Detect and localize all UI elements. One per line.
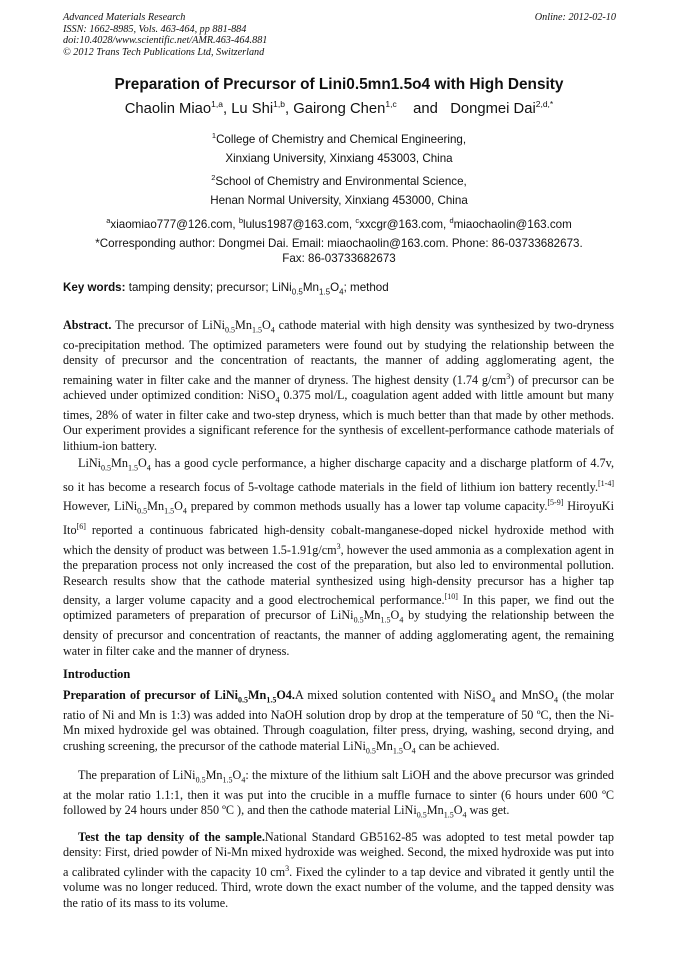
subscript: 0.5 bbox=[101, 463, 112, 473]
text: A mixed solution contented with NiSO bbox=[294, 688, 492, 702]
email-address: xxcgr@163.com, bbox=[359, 217, 450, 231]
citation: [1-4] bbox=[598, 478, 614, 488]
text: O bbox=[390, 608, 400, 623]
email-superscript: b bbox=[238, 216, 243, 225]
text: reported a continuous fabricated high-density cobalt-manganese-doped nickel hydroxide method with which the density of product was between 1.5-1.91g/cm bbox=[63, 523, 614, 557]
subscript: 1.5 bbox=[164, 506, 175, 516]
abstract-paragraph-2 bbox=[63, 456, 614, 659]
author-list bbox=[30, 99, 648, 117]
text: has a good cycle performance, a higher discharge capacity and a discharge platform of 4.7v, so it has become a research focus of 5-voltage cathode materials in the field of lithium ion battery recently. bbox=[63, 456, 614, 494]
affiliation-2 bbox=[30, 173, 648, 188]
text: O bbox=[402, 738, 412, 753]
subscript: 0.5 bbox=[225, 325, 236, 335]
text: Mn bbox=[111, 456, 128, 470]
subscript: 4 bbox=[241, 775, 246, 785]
issn-line: ISSN: 1662-8985, Vols. 463-464, pp 881-884 bbox=[63, 23, 247, 35]
author-superscript: 2,d,* bbox=[535, 99, 554, 109]
intro-paragraph-2 bbox=[63, 768, 614, 823]
text: O bbox=[174, 499, 183, 514]
text: The precursor of LiNi bbox=[111, 318, 226, 332]
affiliation-superscript: 1 bbox=[211, 131, 217, 140]
subscript: 4 bbox=[399, 615, 404, 625]
subscript: 1.5 bbox=[318, 287, 331, 297]
text: O bbox=[261, 318, 271, 332]
affiliation-text: School of Chemistry and Environmental Science, bbox=[215, 174, 467, 188]
affiliation-2-address: Henan Normal University, Xinxiang 453000, China bbox=[210, 194, 468, 207]
subscript: 4 bbox=[339, 287, 344, 297]
subscript: 4 bbox=[146, 463, 151, 473]
author-separator: , bbox=[284, 100, 294, 117]
journal-header bbox=[63, 12, 267, 58]
subscript: 4 bbox=[462, 810, 467, 820]
text: National Standard GB5162-85 was adopted to test metal powder tap density: First, dried powder of Ni-Mn mixed hydroxide was weighed. Second, the mixed hydroxide was put into a calibrated cylinder with the capacity 10 cm bbox=[63, 830, 614, 879]
keywords-text: O bbox=[330, 281, 340, 294]
section-heading-introduction: Introduction bbox=[63, 667, 131, 681]
text: prepared by common methods usually has a lower tap volume capacity. bbox=[186, 499, 548, 514]
affiliation-1-address: Xinxiang University, Xinxiang 453003, China bbox=[225, 152, 453, 165]
text: O bbox=[453, 803, 463, 818]
subscript: 0.5 bbox=[137, 506, 148, 516]
text: O bbox=[232, 768, 242, 782]
text: can be achieved. bbox=[415, 738, 500, 753]
intro-paragraph-1 bbox=[63, 688, 614, 759]
text: Mn bbox=[248, 688, 267, 702]
text: and MnSO bbox=[495, 688, 554, 702]
subscript: 0.5 bbox=[416, 810, 427, 820]
subscript: 1.5 bbox=[222, 775, 233, 785]
author-name: Chaolin Miao bbox=[124, 100, 212, 117]
email-address: lulus1987@163.com, bbox=[243, 217, 356, 231]
author-separator: , bbox=[222, 100, 232, 117]
superscript: 3 bbox=[336, 541, 341, 551]
text: The preparation of LiNi bbox=[78, 768, 196, 782]
author-superscript: 1,b bbox=[273, 99, 285, 109]
subscript: 0.5 bbox=[238, 695, 249, 705]
text: However, LiNi bbox=[63, 499, 138, 514]
doi-line: doi:10.4028/www.scientific.net/AMR.463-464.881 bbox=[63, 35, 268, 46]
keywords-label: Key words: bbox=[63, 281, 126, 294]
author-name: Dongmei Dai bbox=[450, 100, 536, 117]
affiliation-text: College of Chemistry and Chemical Engineering, bbox=[216, 132, 467, 146]
subscript: 4 bbox=[553, 695, 558, 705]
superscript: 3 bbox=[506, 371, 511, 381]
text: ) of precursor can be achieved under optimized condition: NiSO bbox=[63, 372, 614, 403]
subscript: 1.5 bbox=[443, 810, 454, 820]
text: Mn bbox=[147, 499, 165, 514]
email-address: miaochaolin@163.com bbox=[453, 217, 572, 231]
journal-name: Advanced Materials Research bbox=[63, 12, 186, 23]
copyright-line: © 2012 Trans Tech Publications Ltd, Switzerland bbox=[63, 46, 265, 58]
text: O4. bbox=[276, 688, 295, 702]
subscript: 0.5 bbox=[353, 615, 364, 625]
run-in-heading bbox=[63, 688, 295, 705]
subscript: 0.5 bbox=[365, 746, 376, 756]
text: Mn bbox=[375, 738, 393, 753]
email-superscript: a bbox=[106, 216, 111, 225]
text: . Fixed the cylinder to a tap device and vibrated it gently until the volume was no longer reduced. Third, wrote down the exact number of the volume, and the tapped density was the ratio of its mass to its volume. bbox=[63, 864, 614, 910]
text: O bbox=[137, 456, 147, 470]
citation: [6] bbox=[76, 522, 86, 532]
text: was get. bbox=[466, 803, 510, 818]
keywords-text: tamping density; precursor; LiNi bbox=[125, 281, 292, 294]
subscript: 0.5 bbox=[195, 775, 206, 785]
text: Mn bbox=[426, 803, 444, 818]
run-in-heading: Test the tap density of the sample. bbox=[78, 830, 265, 844]
subscript: 4 bbox=[182, 506, 187, 516]
text: by studying the relationship between the density of precursor and concentration of reactants, the manner of adding agglomerating agent, the remaining water in filter cake and the manner of dryness. bbox=[63, 608, 615, 658]
text: HiroyuKi Ito bbox=[63, 499, 614, 538]
subscript: 4 bbox=[491, 695, 496, 705]
text: Preparation of precursor of LiNi bbox=[63, 688, 239, 702]
text: 0.375 mol/L, coagulation agent added with little amount but many times, 28% of water in filter cake and two-step dryness, which is much better than that made by other methods. Our experiment provides a significant reference for the synthesis of excellent-performance cathode materials of lithium-ion battery. bbox=[63, 388, 614, 453]
corresponding-fax: Fax: 86-03733682673 bbox=[282, 252, 396, 265]
text: : the mixture of the lithium salt LiOH and the above precursor was grinded at the molar ratio 1.1:1, then it was put into the crucible in a muffle furnace to sinter (6 hours under 600 ºC followed by 24 hours under 850 ºC ), and then the cathode material LiNi bbox=[63, 768, 614, 818]
keywords bbox=[63, 281, 389, 296]
subscript: 1.5 bbox=[380, 615, 391, 625]
text: Mn bbox=[363, 608, 381, 623]
subscript: 1.5 bbox=[266, 695, 277, 705]
email-list bbox=[30, 216, 648, 231]
keywords-text: ; method bbox=[343, 281, 389, 294]
subscript: 1.5 bbox=[251, 325, 262, 335]
superscript: 3 bbox=[285, 863, 290, 873]
author-name: Gairong Chen bbox=[293, 100, 386, 117]
abstract-paragraph bbox=[63, 318, 614, 454]
author-name: Lu Shi bbox=[231, 100, 274, 117]
email-address: xiaomiao777@126.com, bbox=[110, 217, 239, 231]
text: LiNi bbox=[78, 456, 102, 470]
intro-paragraph-3 bbox=[63, 830, 614, 911]
author-conjunction: and bbox=[413, 100, 438, 117]
affiliation-1 bbox=[30, 131, 648, 146]
subscript: 4 bbox=[411, 746, 416, 756]
keywords-text: Mn bbox=[302, 281, 319, 294]
affiliation-superscript: 2 bbox=[211, 173, 216, 182]
author-superscript: 1,a bbox=[211, 99, 223, 109]
corresponding-author: *Corresponding author: Dongmei Dai. Email: miaochaolin@163.com. Phone: 86-03733682673. bbox=[95, 237, 583, 250]
subscript: 0.5 bbox=[291, 287, 303, 297]
text: , however the used ammonia as a complexation agent in the preparation process not only increased the cost of the preparation, but also led to environmental pollution. Research results show that the cathode material synthesized using high-density precursor has a higher tap density, a larger volume capacity and a good electrochemical performance. bbox=[63, 542, 614, 608]
text: cathode material with high density was synthesized by two-dryness co-precipitation method. The optimized parameters were found out by studying the relationship between the density of precursor and the concentration of reactants, the manner of adding agglomerating agent, the remaining water in filter cake and the manner of dryness. The highest density (1.74 g/cm bbox=[63, 318, 614, 387]
online-date: Online: 2012-02-10 bbox=[534, 12, 616, 23]
subscript: 4 bbox=[275, 395, 280, 405]
citation: [10] bbox=[444, 591, 458, 601]
subscript: 4 bbox=[270, 325, 275, 335]
abstract-label: Abstract. bbox=[63, 318, 112, 332]
text: In this paper, we find out the optimized parameters of preparation of precursor of LiNi bbox=[63, 593, 614, 623]
subscript: 1.5 bbox=[127, 463, 138, 473]
text: Mn bbox=[205, 768, 223, 782]
citation: [5-9] bbox=[547, 498, 564, 508]
text: (the molar ratio of Ni and Mn is 1:3) was added into NaOH solution drop by drop at the temperature of 50 ºC, then the Ni-Mn mixed hydroxide gel was obtained. Through coagulation, filter press, drying, washing, second drying, and crushing screening, the precursor of the cathode material LiNi bbox=[63, 688, 614, 753]
text: Mn bbox=[235, 318, 252, 332]
email-superscript: c bbox=[355, 216, 360, 225]
author-superscript: 1,c bbox=[385, 99, 397, 109]
paper-title: Preparation of Precursor of Lini0.5mn1.5o4 with High Density bbox=[114, 76, 564, 93]
subscript: 1.5 bbox=[392, 746, 403, 756]
email-superscript: d bbox=[449, 216, 454, 225]
